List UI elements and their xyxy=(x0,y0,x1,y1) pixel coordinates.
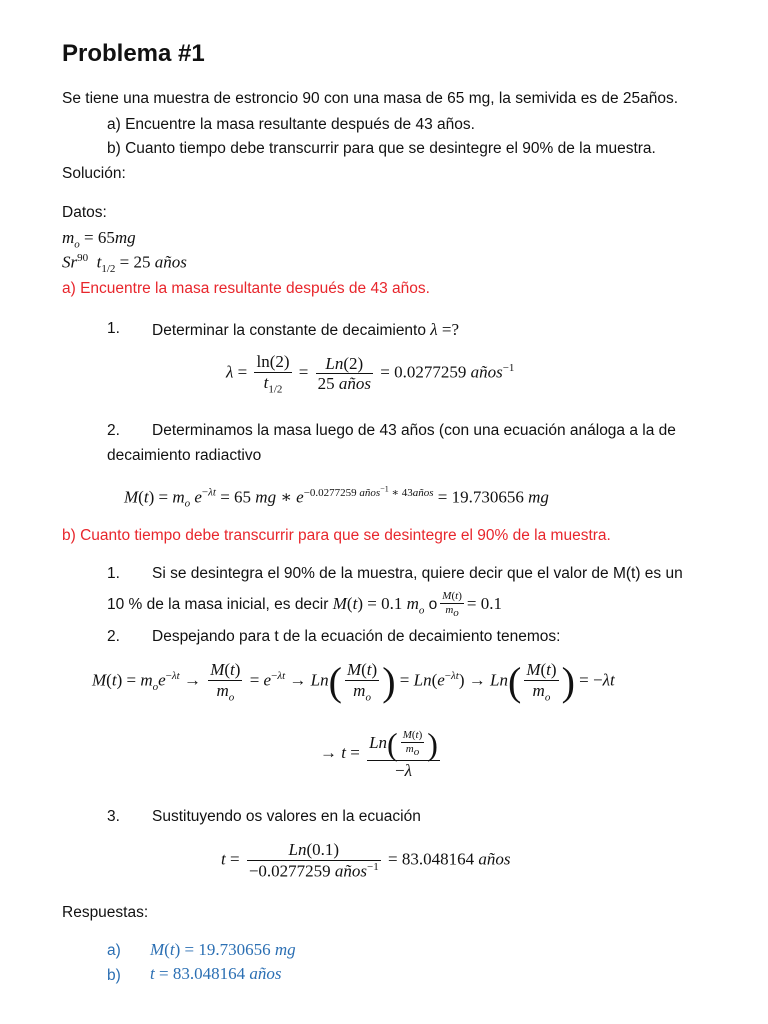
question-b: b) Cuanto tiempo debe transcurrir para que se desintegre el 90% de la muestra. xyxy=(107,140,656,157)
problem-statement: Se tiene una muestra de estroncio 90 con una masa de 65 mg, la semivida es de 25años. xyxy=(62,90,679,107)
lambda-equation: λ = $\frac{\ln(2)}{t_{1/2}}$ = $\frac{Ln(2)}{\text{25 años}}$ = 0.0277259 años$^{-1}$ xyxy=(226,352,515,395)
answer-label: a) xyxy=(107,942,121,959)
answer-b: t = 83.048164 años xyxy=(150,964,282,983)
heading-part-b: b) Cuanto tiempo debe transcurrir para que se desintegre el 90% de la muestra. xyxy=(62,527,611,544)
heading-part-a: a) Encuentre la masa resultante después de 43 años. xyxy=(62,280,430,297)
step-number: 2. xyxy=(107,628,120,645)
solution-label: Solución: xyxy=(62,165,126,182)
data-label: Datos: xyxy=(62,204,107,221)
step-text: Determinar la constante de decaimiento λ =? xyxy=(152,320,460,339)
step-text-content: 10 % de la masa inicial, es decir xyxy=(107,595,329,613)
page-title: Problema #1 xyxy=(62,40,205,67)
time-equation: t = $\frac{Ln(0.1)}{-0.0277259 años^{-1}}$ = 83.048164 años xyxy=(221,840,511,881)
solve-t-equation: → t = Ln( $\frac{M(t)}{m_o}$ ) −λ xyxy=(320,726,438,780)
step-text-content: Determinar la constante de decaimiento xyxy=(152,322,426,339)
step-number: 2. xyxy=(107,422,120,439)
step-text: 10 % de la masa inicial, es decir M(t) = 0.1 $m_o$ o $\frac{M(t)}{m_o}$ = 0.1 xyxy=(107,590,502,619)
step-text: Si se desintegra el 90% de la muestra, quiere decir que el valor de M(t) es un xyxy=(152,565,683,582)
step-number: 1. xyxy=(107,565,120,582)
answer-label: b) xyxy=(107,967,121,984)
step-text: Despejando para t de la ecuación de decaimiento tenemos: xyxy=(152,628,561,645)
given-mass: $m_o = 65mg$ xyxy=(62,228,136,251)
step-text: Determinamos la masa luego de 43 años (con una ecuación análoga a la de xyxy=(152,422,676,439)
step-number: 1. xyxy=(107,320,120,337)
step-text: Sustituyendo os valores en la ecuación xyxy=(152,808,421,825)
step-number: 3. xyxy=(107,808,120,825)
given-half-life: Sr$^{90}$ $t_{1/2} = 25$ años xyxy=(62,252,187,276)
answer-a: M(t) = 19.730656 mg xyxy=(150,940,296,959)
question-a: a) Encuentre la masa resultante después de 43 años. xyxy=(107,116,475,133)
step-text: decaimiento radiactivo xyxy=(107,447,262,464)
answers-label: Respuestas: xyxy=(62,904,149,921)
derivation-equation: $M(t) = m_oe^{-\lambda t}$ → $\frac{M(t)}{m_o}$ = $e^{-\lambda t} \to Ln$( $\frac{M(t)}{m_o}$ ) = $Ln(e^{-\lambda t}) \to Ln$( $\frac{M(t)}{m_o}$ ) = −λt xyxy=(92,658,615,704)
mass-equation: $M(t) = m_o$ $e^{-\lambda t} = 65$ mg ∗ $e^{-0.0277259 años^{-1} ∗ 43años} = 19.730656$ mg xyxy=(124,484,549,510)
